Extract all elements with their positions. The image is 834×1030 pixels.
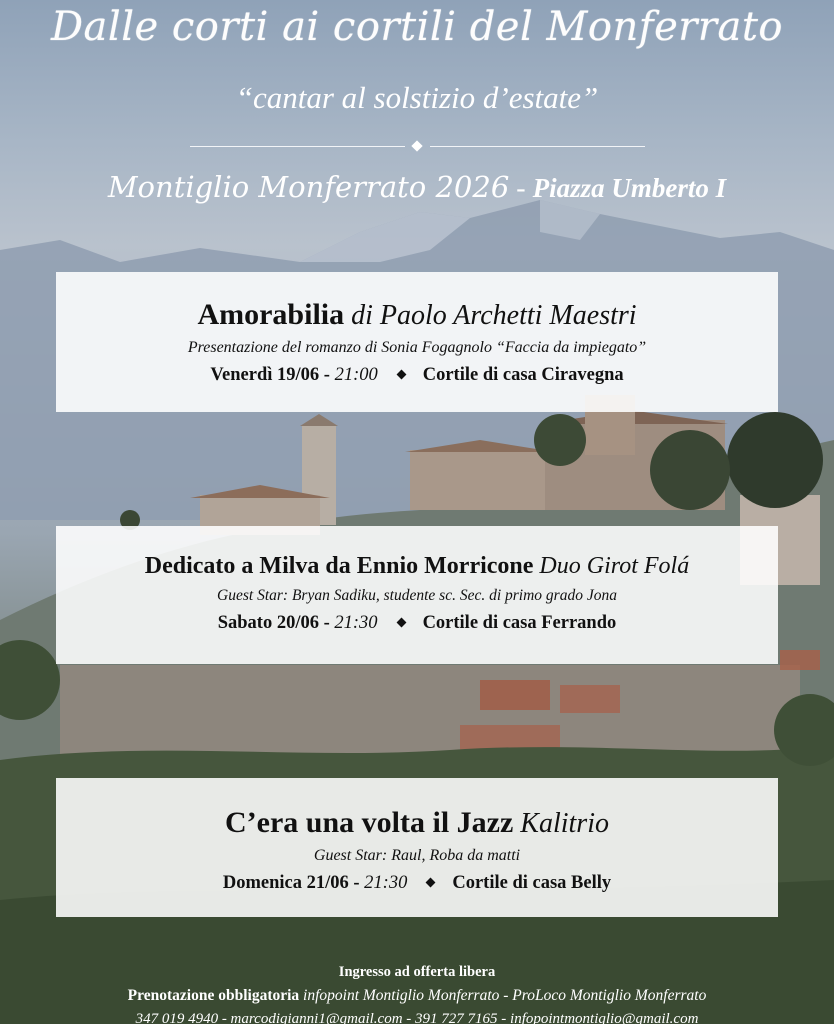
event-time: 21:30 bbox=[364, 873, 408, 893]
event-subtitle: Presentazione del romanzo di Sonia Fogagnolo “Faccia da impiegato” bbox=[187, 339, 647, 356]
event-day: Domenica 21/06 - bbox=[222, 873, 365, 893]
footer-booking-label: Prenotazione obbligatoria bbox=[127, 987, 300, 1004]
footer-booking-places: infopoint Montiglio Monferrato - ProLoco Montiglio Monferrato bbox=[299, 987, 707, 1004]
event-author: Duo Girot Folá bbox=[533, 553, 690, 579]
footer-contacts: 347 019 4940 - marcodigianni1@gmail.com - 391 727 7165 - infopointmontiglio@gmail.com bbox=[135, 1011, 699, 1027]
venue-line bbox=[0, 170, 834, 205]
diamond-bullet-icon bbox=[396, 618, 406, 628]
event-title-line bbox=[56, 806, 778, 841]
event-location: Cortile di casa Ferrando bbox=[422, 613, 617, 633]
venue-separator: - bbox=[509, 173, 533, 204]
event-when bbox=[56, 611, 778, 635]
event-title: C’era una volta il Jazz bbox=[225, 806, 514, 839]
venue-town-year: Montiglio Monferrato 2026 bbox=[107, 170, 510, 204]
event-author: Kalitrio bbox=[513, 808, 609, 839]
venue-square: Piazza Umberto I bbox=[532, 173, 727, 203]
footer bbox=[0, 962, 834, 1030]
event-subtitle: Guest Star: Raul, Roba da matti bbox=[313, 847, 521, 864]
event-card-1 bbox=[56, 272, 778, 412]
poster-title: Dalle corti ai cortili del Monferrato bbox=[50, 4, 783, 50]
poster-subtitle: “cantar al solstizio d’estate” bbox=[235, 80, 599, 115]
diamond-bullet-icon bbox=[426, 878, 436, 888]
divider-left bbox=[190, 146, 405, 147]
footer-entry-note: Ingresso ad offerta libera bbox=[338, 964, 496, 980]
diamond-bullet-icon bbox=[396, 370, 406, 380]
event-author: di Paolo Archetti Maestri bbox=[344, 300, 637, 331]
event-when bbox=[56, 363, 778, 387]
event-title-line bbox=[56, 298, 778, 333]
event-day: Sabato 20/06 - bbox=[217, 613, 335, 633]
event-card-2 bbox=[56, 526, 778, 664]
event-card-3 bbox=[56, 778, 778, 917]
footer-booking bbox=[0, 985, 834, 1007]
event-time: 21:00 bbox=[334, 365, 378, 385]
event-subtitle: Guest Star: Bryan Sadiku, studente sc. Sec. di primo grado Jona bbox=[217, 587, 617, 604]
event-title: Amorabilia bbox=[197, 298, 345, 331]
event-when bbox=[56, 871, 778, 895]
event-location: Cortile di casa Ciravegna bbox=[422, 365, 624, 385]
divider-right bbox=[430, 146, 645, 147]
event-location: Cortile di casa Belly bbox=[452, 873, 612, 893]
event-day: Venerdì 19/06 - bbox=[210, 365, 335, 385]
event-time: 21:30 bbox=[334, 613, 378, 633]
event-title-line bbox=[56, 552, 778, 580]
event-title: Dedicato a Milva da Ennio Morricone bbox=[144, 553, 534, 579]
